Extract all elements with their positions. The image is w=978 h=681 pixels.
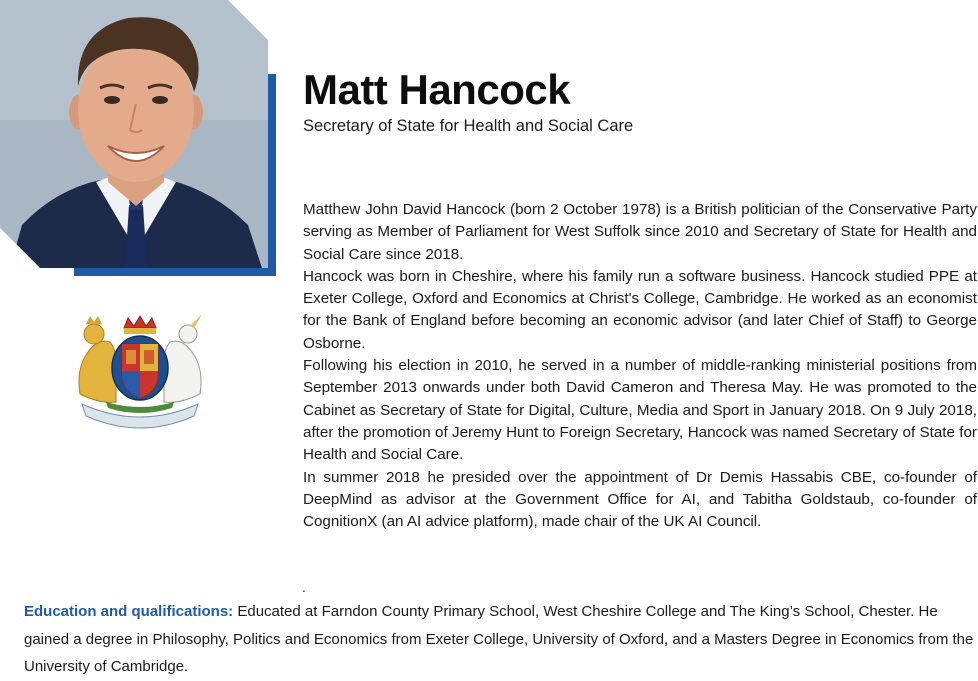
separator-dot: . (302, 579, 306, 595)
royal-coat-of-arms-icon (72, 312, 208, 430)
education-section (24, 598, 976, 681)
role-subtitle: Secretary of State for Health and Social Care (303, 117, 634, 135)
biography (303, 199, 977, 533)
portrait-illustration (0, 0, 268, 268)
bio-paragraph: Hancock was born in Cheshire, where his family run a software business. Hancock studied PPE at Exeter College, Oxford and Economics at Christ's College, Cambridge. He worked as an economist for the Bank of England before becoming an economic advisor (and later Chief of Staff) to George Osborne. (303, 267, 977, 352)
bio-paragraph: Matthew John David Hancock (born 2 October 1978) is a British politician of the Conservative Party serving as Member of Parliament for West Suffolk since 2010 and Secretary of State for Health and Social Care since 2018. (303, 201, 977, 263)
crest-illustration (72, 312, 208, 430)
portrait-photo (0, 0, 268, 268)
bio-paragraph: In summer 2018 he presided over the appointment of Dr Demis Hassabis CBE, co-founder of DeepMind as advisor at the Government Office for AI, and Tabitha Goldstaub, co-founder of CognitionX (an AI advice platform), made chair of the UK AI Council. (303, 468, 977, 531)
education-label: Education and qualifications: (24, 603, 234, 620)
bio-paragraph: Following his election in 2010, he served in a number of middle-ranking ministerial positions from September 2013 onwards under both David Cameron and Theresa May. He was promoted to the Cabinet as Secretary of State for Digital, Culture, Media and Sport in January 2018. On 9 July 2018, after the promotion of Jeremy Hunt to Foreign Secretary, Hancock was named Secretary of State for Health and Social Care. (303, 357, 977, 464)
portrait-frame (0, 0, 276, 276)
education-text: Educated at Farndon County Primary School, West Cheshire College and The King’s School, Chester. He gained a degree in Philosophy, Politics and Economics from Exeter College, University of Oxford, and a Masters Degree in Economics from the University of Cambridge. (24, 603, 974, 675)
page-title: Matt Hancock (303, 66, 571, 113)
